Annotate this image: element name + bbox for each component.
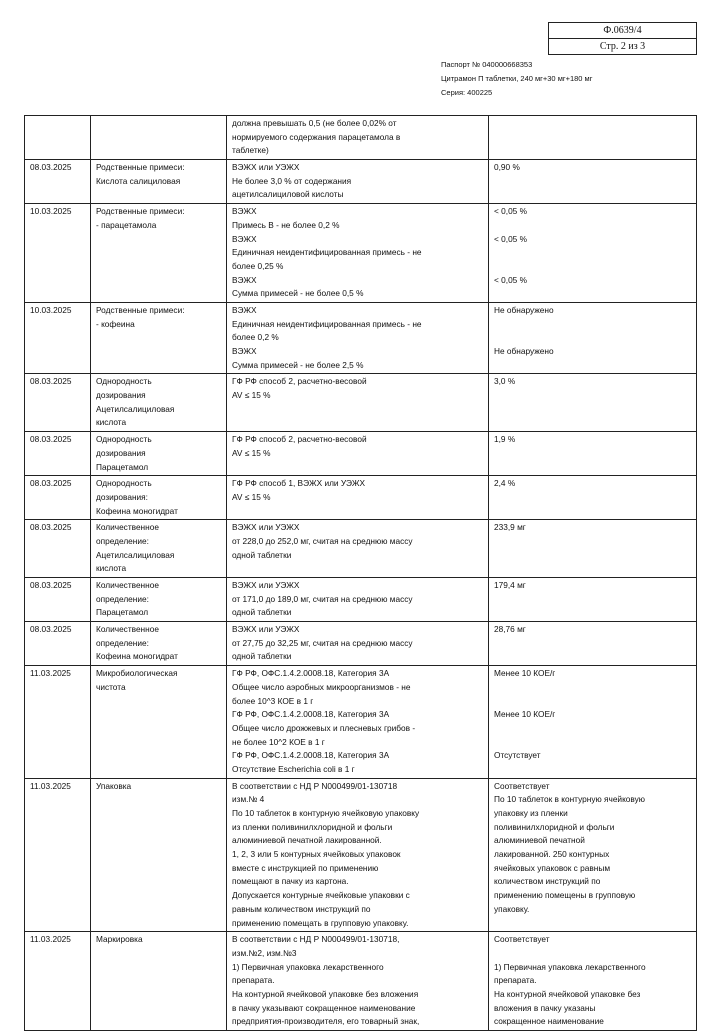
date-cell [25,302,91,373]
specification-cell [227,432,489,476]
form-code: Ф.0639/4 [603,25,642,36]
series-number: Серия: 400225 [441,88,493,97]
cell-line: препарата. [232,975,275,986]
cell-line: должна превышать 0,5 (не более 0,02% от [232,118,397,128]
cell-line: Примесь В - не более 0,2 % [232,219,340,230]
result-cell [489,520,697,578]
cell-line: Единичная неидентифицированная примесь - не [232,247,422,258]
cell-line: Кислота салициловая [96,175,181,186]
cell-line: ВЭЖХ [232,274,257,285]
cell-line: Парацетамол [96,607,149,618]
cell-line: ВЭЖХ или УЭЖХ [232,162,300,173]
cell-line: AV ≤ 15 % [232,447,271,458]
cell-line: 233,9 мг [494,522,526,533]
cell-line: 11.03.2025 [30,780,71,791]
cell-line: Однородность [96,478,152,489]
test-name-cell [91,666,227,779]
cell-line: AV ≤ 15 % [232,390,271,401]
cell-line [494,318,691,332]
cell-line: Количественное [96,624,159,635]
cell-line: предприятия-производителя, его товарный знак, [232,1016,420,1027]
table-row [25,578,697,622]
cell-line [494,695,691,709]
result-cell [489,204,697,303]
date-cell [25,432,91,476]
cell-line: Микробиологическая [96,668,178,679]
cell-line: более 0,25 % [232,260,284,271]
date-cell [25,374,91,432]
cell-line: Родственные примеси: [96,162,185,173]
cell-line: сокращенное наименование [494,1016,604,1027]
form-code-box [548,22,697,55]
cell-line: лакированной. 250 контурных [494,849,610,860]
cell-line [494,763,691,777]
specification-cell [227,666,489,779]
cell-line: ГФ РФ способ 2, расчетно-весовой [232,434,367,445]
cell-line [494,260,691,274]
cell-line: Кофеина моногидрат [96,651,178,662]
cell-line: ГФ РФ способ 1, ВЭЖХ или УЭЖХ [232,478,366,489]
date-cell [25,520,91,578]
date-cell [25,160,91,204]
test-name-cell [91,374,227,432]
cell-line: 11.03.2025 [30,934,71,945]
cell-line: упаковку из пленки [494,808,568,818]
result-cell [489,666,697,779]
result-cell [489,374,697,432]
cell-line: дозирования [96,390,146,401]
cell-line [494,246,691,260]
cell-line: 08.03.2025 [30,478,72,489]
cell-line: 08.03.2025 [30,580,72,590]
cell-line: вместе с инструкцией по применению [232,862,379,873]
cell-line: ГФ РФ, ОФС.1.4.2.0008.18, Категория 3А [232,668,390,679]
table-row [25,476,697,520]
cell-line: ГФ РФ способ 2, расчетно-весовой [232,376,367,387]
cell-line: 2,4 % [494,478,516,489]
cell-line [494,917,691,931]
date-cell [25,116,91,160]
test-name-cell [91,578,227,622]
specification-cell [227,160,489,204]
cell-line: в пачку указывают сокращенное наименование [232,1002,416,1013]
passport-header [441,58,592,100]
date-cell [25,932,91,1031]
page-number: Стр. 2 из 3 [549,38,696,54]
cell-line: Сумма примесей - не более 2,5 % [232,359,364,370]
cell-line: ГФ РФ, ОФС.1.4.2.0008.18, Категория 3А [232,709,390,720]
cell-line: ацетилсалициловой кислоты [232,189,344,200]
cell-line: вложения в пачку указаны [494,1002,596,1013]
cell-line: нормируемого содержания парацетамола в [232,131,401,142]
result-cell [489,622,697,666]
cell-line: от 171,0 до 189,0 мг, считая на среднюю массу [232,593,413,604]
cell-line: применению помещены в групповую [494,890,636,901]
cell-line: ВЭЖХ или УЭЖХ [232,580,300,590]
cell-line: Упаковка [96,780,132,791]
cell-line: < 0,05 % [494,233,527,244]
specification-cell [227,476,489,520]
specification-cell [227,374,489,432]
cell-line: 10.03.2025 [30,304,72,315]
table-row [25,160,697,204]
cell-line: В соответствии с НД Р N000499/01-130718 [232,780,398,791]
specification-cell [227,778,489,932]
table-row [25,374,697,432]
cell-line [494,359,691,373]
cell-line: По 10 таблеток в контурную ячейковую [494,794,646,805]
specification-cell [227,578,489,622]
cell-line: - парацетамола [96,219,157,230]
specification-cell [227,932,489,1031]
cell-line [494,947,691,961]
cell-line: 179,4 мг [494,580,526,590]
result-cell [489,116,697,160]
cell-line: кислота [96,417,127,428]
result-cell [489,778,697,932]
table-row [25,622,697,666]
cell-line: 08.03.2025 [30,376,72,387]
specification-cell [227,622,489,666]
cell-line: изм.№ 4 [232,794,265,805]
cell-line: 1) Первичная упаковка лекарственного [232,961,384,972]
cell-line: На контурной ячейковой упаковке без [494,988,641,999]
test-name-cell [91,622,227,666]
result-cell [489,578,697,622]
cell-line: определение: [96,637,149,648]
cell-line: одной таблетки [232,651,292,662]
cell-line: ячейковых упаковок с равным [494,862,611,873]
test-name-cell [91,432,227,476]
cell-line: одной таблетки [232,549,292,560]
cell-line: упаковку. [494,903,530,914]
cell-line: Родственные примеси: [96,206,185,217]
cell-line: Отсутствие Escherichia coli в 1 г [232,763,355,774]
test-name-cell [91,520,227,578]
cell-line: Общее число дрожжевых и плесневых грибов - [232,722,416,733]
specification-cell [227,520,489,578]
cell-line: таблетке) [232,145,269,156]
table-row [25,778,697,932]
cell-line: Однородность [96,434,152,445]
table-row [25,116,697,160]
cell-line [494,681,691,695]
cell-line: ВЭЖХ [232,346,257,356]
table-row [25,932,697,1031]
result-cell [489,160,697,204]
test-name-cell [91,204,227,303]
cell-line: 28,76 мг [494,624,526,635]
cell-line: ВЭЖХ [232,206,257,217]
cell-line: количеством инструкций по [494,876,601,887]
cell-line: Менее 10 КОЕ/г [494,668,556,679]
cell-line: Количественное [96,522,159,533]
analysis-table [24,115,697,1031]
cell-line: 3,0 % [494,376,516,387]
table-row [25,204,697,303]
cell-line: кислота [96,563,127,574]
cell-line: Ацетилсалициловая [96,403,175,414]
test-name-cell [91,302,227,373]
cell-line [494,287,691,301]
cell-line: не более 10^2 КОЕ в 1 г [232,736,325,747]
specification-cell [227,302,489,373]
cell-line: 1) Первичная упаковка лекарственного [494,961,646,972]
cell-line: из пленки поливинилхлоридной и фольги [232,821,393,832]
cell-line: алюминиевой печатной лакированной. [232,835,382,846]
cell-line: от 228,0 до 252,0 мг, считая на среднюю массу [232,535,413,546]
cell-line: изм.№2, изм.№3 [232,947,297,958]
passport-number: Паспорт № 040000668353 [441,60,533,69]
cell-line: В соответствии с НД Р N000499/01-130718, [232,934,400,945]
table-row [25,302,697,373]
cell-line: определение: [96,535,149,546]
cell-line: Сумма примесей - не более 0,5 % [232,288,364,299]
cell-line: 08.03.2025 [30,624,72,635]
cell-line: Соответствует [494,934,550,945]
cell-line: 10.03.2025 [30,206,72,217]
test-name-cell [91,778,227,932]
cell-line: дозирования: [96,491,148,502]
cell-line: Ацетилсалициловая [96,549,175,560]
test-name-cell [91,160,227,204]
date-cell [25,476,91,520]
cell-line: 11.03.2025 [30,668,71,679]
cell-line: - кофеина [96,318,135,329]
cell-line: Соответствует [494,780,550,791]
cell-line: 0,90 % [494,162,520,173]
result-cell [489,932,697,1031]
result-cell [489,432,697,476]
date-cell [25,622,91,666]
result-cell [489,302,697,373]
table-row [25,432,697,476]
cell-line: AV ≤ 15 % [232,491,271,502]
test-name-cell [91,116,227,160]
cell-line: Однородность [96,376,152,387]
cell-line: Отсутствует [494,750,541,761]
cell-line: препарата. [494,975,537,986]
cell-line: дозирования [96,447,146,458]
cell-line [494,722,691,736]
date-cell [25,666,91,779]
cell-line: одной таблетки [232,607,292,618]
cell-line: Не более 3,0 % от содержания [232,175,352,186]
cell-line: равным количеством инструкций по [232,903,371,914]
cell-line [494,331,691,345]
cell-line: 1,9 % [494,434,516,445]
cell-line: Маркировка [96,934,143,945]
cell-line: Менее 10 КОЕ/г [494,709,556,720]
cell-line: 08.03.2025 [30,522,72,533]
test-name-cell [91,932,227,1031]
date-cell [25,204,91,303]
product-name: Цитрамон П таблетки, 240 мг+30 мг+180 мг [441,74,593,83]
cell-line: от 27,75 до 32,25 мг, считая на среднюю массу [232,637,413,648]
cell-line: < 0,05 % [494,274,527,285]
cell-line: ГФ РФ, ОФС.1.4.2.0008.18, Категория 3А [232,750,390,761]
cell-line [494,736,691,750]
cell-line: Родственные примеси: [96,304,185,315]
cell-line: Парацетамол [96,461,149,472]
specification-cell [227,116,489,160]
specification-cell [227,204,489,303]
date-cell [25,578,91,622]
cell-line: более 0,2 % [232,332,279,343]
cell-line [494,219,691,233]
cell-line: Количественное [96,580,159,590]
cell-line: Допускается контурные ячейковые упаковки с [232,890,410,901]
cell-line: более 10^3 КОЕ в 1 г [232,695,314,706]
cell-line: 08.03.2025 [30,162,72,173]
cell-line: чистота [96,681,126,692]
cell-line: Кофеина моногидрат [96,505,178,516]
cell-line: Общее число аэробных микроорганизмов - не [232,681,411,692]
cell-line: ВЭЖХ или УЭЖХ [232,522,300,533]
cell-line: поливинилхлоридной и фольги [494,821,615,832]
cell-line: Не обнаружено [494,346,554,356]
cell-line: 1, 2, 3 или 5 контурных ячейковых упаковок [232,849,401,860]
date-cell [25,778,91,932]
cell-line: На контурной ячейковой упаковке без вложения [232,988,419,999]
cell-line: применению помещать в групповую упаковку. [232,917,409,928]
cell-line: Не обнаружено [494,304,554,315]
cell-line: помещают в пачку из картона. [232,876,349,887]
cell-line: Единичная неидентифицированная примесь - не [232,318,422,329]
cell-line: определение: [96,593,149,604]
test-name-cell [91,476,227,520]
cell-line: ВЭЖХ [232,304,257,315]
cell-line: По 10 таблеток в контурную ячейковую упаковку [232,808,420,818]
cell-line: < 0,05 % [494,206,527,217]
cell-line: ВЭЖХ [232,233,257,244]
result-cell [489,476,697,520]
cell-line: 08.03.2025 [30,434,72,445]
table-row [25,666,697,779]
table-row [25,520,697,578]
cell-line: алюминиевой печатной [494,835,585,846]
cell-line: ВЭЖХ или УЭЖХ [232,624,300,635]
